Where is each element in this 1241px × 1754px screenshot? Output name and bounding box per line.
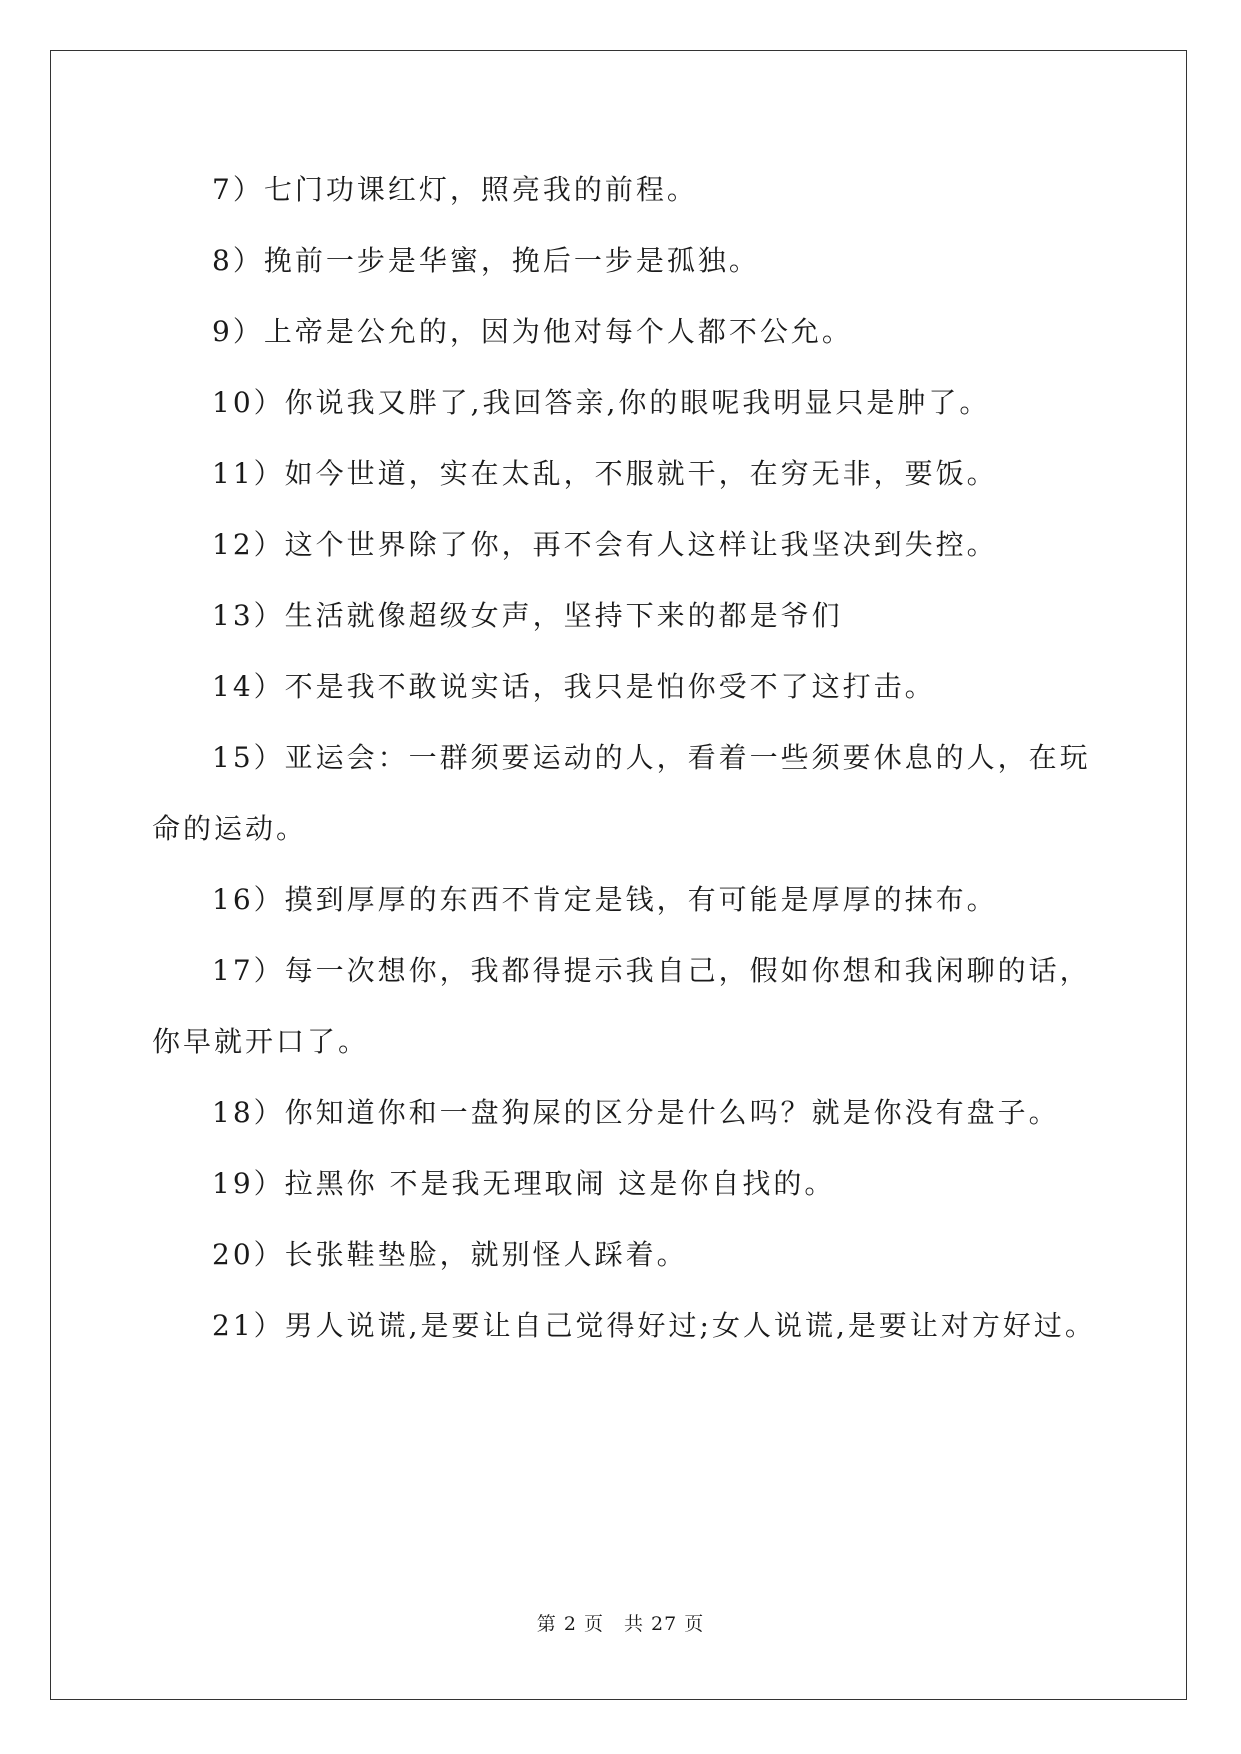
page-border (50, 50, 1187, 1700)
paragraph-line: 7）七门功课红灯，照亮我的前程。 (212, 173, 698, 206)
paragraph-line: 12）这个世界除了你，再不会有人这样让我坚决到失控。 (212, 528, 998, 561)
paragraph-line: 11）如今世道，实在太乱，不服就干，在穷无非，要饭。 (212, 457, 998, 490)
page-number-footer: 第 2 页 共 27 页 (536, 1613, 705, 1635)
paragraph-line: 8）挽前一步是华蜜，挽后一步是孤独。 (212, 244, 760, 277)
paragraph-line: 10）你说我又胖了,我回答亲,你的眼呢我明显只是肿了。 (212, 386, 991, 419)
paragraph-line: 17）每一次想你，我都得提示我自己，假如你想和我闲聊的话， (212, 954, 1091, 987)
paragraph-line: 14）不是我不敢说实话，我只是怕你受不了这打击。 (212, 670, 936, 703)
paragraph-line: 13）生活就像超级女声，坚持下来的都是爷们 (212, 599, 843, 632)
paragraph-line: 21）男人说谎,是要让自己觉得好过;女人说谎,是要让对方好过。 (212, 1309, 1096, 1342)
paragraph-line: 9）上帝是公允的，因为他对每个人都不公允。 (212, 315, 853, 348)
paragraph-line: 15）亚运会：一群须要运动的人，看着一些须要休息的人，在玩 (212, 741, 1091, 774)
paragraph-line: 19）拉黑你 不是我无理取闹 这是你自找的。 (212, 1167, 836, 1200)
paragraph-line: 20）长张鞋垫脸，就别怪人踩着。 (212, 1238, 688, 1271)
paragraph-line: 16）摸到厚厚的东西不肯定是钱，有可能是厚厚的抹布。 (212, 883, 998, 916)
paragraph-line-continuation: 你早就开口了。 (152, 1025, 370, 1058)
paragraph-line: 18）你知道你和一盘狗屎的区分是什么吗？就是你没有盘子。 (212, 1096, 1060, 1129)
paragraph-line-continuation: 命的运动。 (152, 812, 308, 845)
